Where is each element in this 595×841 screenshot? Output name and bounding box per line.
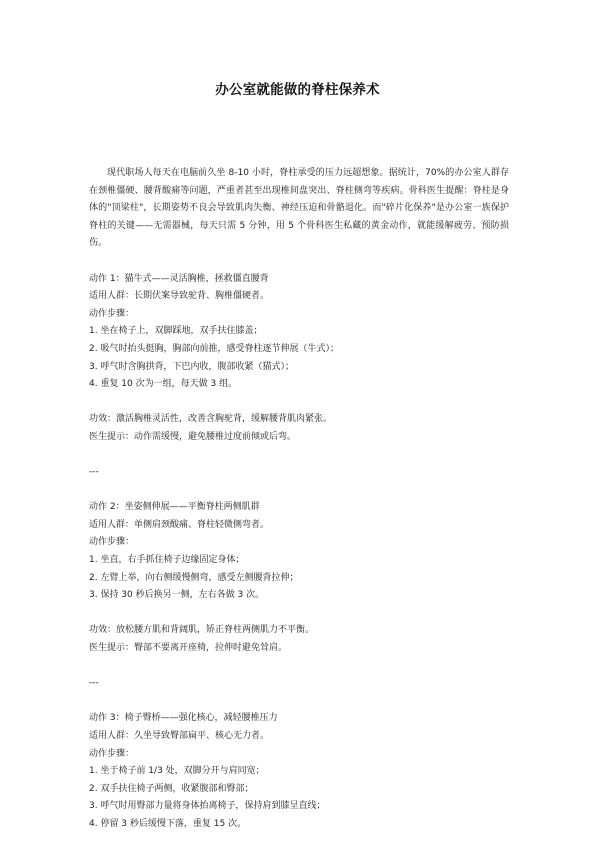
action-heading: 动作 3：椅子臀桥——强化核心，减轻腰椎压力: [89, 713, 278, 724]
action-heading: 动作 2：坐姿侧伸展——平衡脊柱两侧肌群: [89, 502, 260, 513]
action-step: 3. 保持 30 秒后换另一侧，左右各做 3 次。: [89, 590, 265, 601]
action-section-2: [89, 499, 509, 657]
action-step: 2. 吸气时抬头挺胸，胸部向前推，感受脊柱逐节伸展（牛式）；: [89, 343, 339, 354]
action-audience: 适用人群：长期伏案导致驼背、胸椎僵硬者。: [89, 291, 270, 302]
action-tip: 医生提示：臀部不要离开座椅，拉伸时避免耸肩。: [89, 643, 288, 654]
action-steps-label: 动作步骤：: [89, 748, 135, 759]
action-step: 3. 呼气时用臀部力量将身体抬离椅子，保持肩到膝呈直线；: [89, 801, 326, 812]
spacer: [89, 394, 509, 412]
action-step: 1. 坐在椅子上，双脚踩地，双手扶住膝盖；: [89, 326, 263, 337]
article-body: [89, 165, 509, 834]
spacer: [89, 693, 509, 711]
section-separator: ---: [89, 467, 99, 478]
action-section-1: [89, 271, 509, 447]
action-step: 1. 坐直，右手抓住椅子边缘固定身体；: [89, 555, 245, 566]
action-audience: 适用人群：久坐导致臀部扁平、核心无力者。: [89, 731, 270, 741]
action-step: 1. 坐于椅子前 1/3 处，双脚分开与肩同宽；: [89, 766, 265, 777]
action-section-3: [89, 710, 509, 833]
action-steps-label: 动作步骤：: [89, 308, 135, 319]
spacer: [89, 658, 509, 676]
action-steps-label: 动作步骤：: [89, 537, 135, 548]
action-effect: 功效：激活胸椎灵活性，改善含胸驼背，缓解腰背肌肉紧张。: [89, 414, 333, 425]
action-step: 4. 重复 10 次为一组，每天做 3 组。: [89, 379, 238, 390]
action-effect: 功效：放松腰方肌和背阔肌，矫正脊柱两侧肌力不平衡。: [89, 625, 315, 636]
action-step: 4. 停留 3 秒后缓慢下落，重复 15 次。: [89, 818, 247, 829]
section-separator: ---: [89, 678, 99, 689]
spacer: [89, 482, 509, 500]
action-heading: 动作 1：猫牛式——灵活胸椎，拯救僵直腰背: [89, 273, 269, 284]
page-title: 办公室就能做的脊柱保养术: [215, 82, 380, 98]
action-audience: 适用人群：单侧肩颈酸痛、脊柱轻微侧弯者。: [89, 519, 270, 530]
intro-paragraph: 现代职场人每天在电脑前久坐 8-10 小时，脊柱承受的压力远超想象。据统计，70%的办公室人群存在颈椎僵硬、腰背酸痛等问题，严重者甚至出现椎间盘突出、脊柱侧弯等疾病。骨科医生提醒：脊柱是身体的"顶梁柱"，长期姿势不良会导致肌肉失衡、神经压迫和骨骼退化。而"碎片化保养"是办公室一族保护脊柱的关键——无需器械，每天只需 5 分钟，用 5 个骨科医生私藏的黄金动作，就能缓解疲劳、预防损伤。: [89, 168, 509, 249]
spacer: [89, 605, 509, 623]
spacer: [89, 253, 509, 271]
spacer: [89, 447, 509, 465]
action-step: 3. 呼气时含胸拱背，下巴内收，腹部收紧（猫式）；: [89, 361, 294, 372]
action-tip: 医生提示：动作需缓慢，避免腰椎过度前倾或后弯。: [89, 431, 297, 442]
action-step: 2. 双手扶住椅子两侧，收紧腹部和臀部；: [89, 783, 254, 794]
action-step: 2. 左臂上举，向右侧缓慢侧弯，感受左侧腰背拉伸；: [89, 572, 299, 583]
